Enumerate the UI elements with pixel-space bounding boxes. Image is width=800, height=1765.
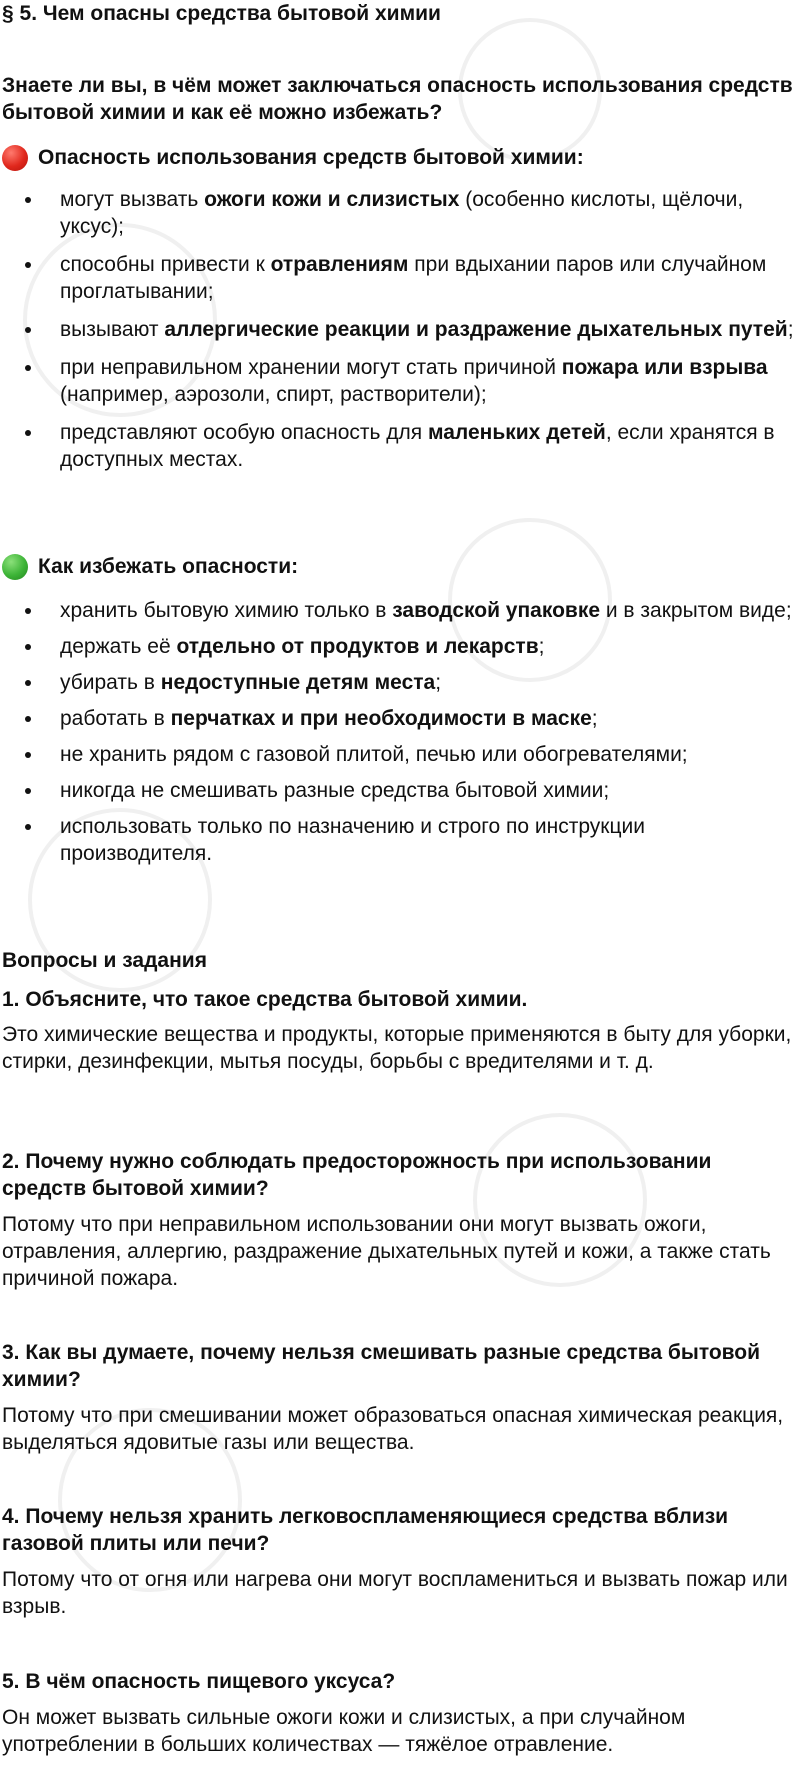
avoid-list	[0, 597, 800, 867]
list-item: могут вызвать ожоги кожи и слизистых (особенно кислоты, щёлочи, уксус);	[0, 186, 800, 240]
list-item: при неправильном хранении могут стать причиной пожара или взрыва (например, аэрозоли, спирт, растворители);	[0, 354, 800, 408]
question-4: 4. Почему нельзя хранить легковоспламеняющиеся средства вблизи газовой плиты или печи?	[2, 1505, 729, 1555]
danger-heading	[2, 144, 584, 172]
question-2: 2. Почему нужно соблюдать предосторожность при использовании средств бытовой химии?	[2, 1150, 712, 1200]
avoid-heading	[2, 553, 298, 581]
question-1: 1. Объясните, что такое средства бытовой химии.	[2, 988, 528, 1011]
list-item: хранить бытовую химию только в заводской упаковке и в закрытом виде;	[0, 597, 800, 624]
answer-4: Потому что от огня или нагрева они могут воспламениться и вызвать пожар или взрыв.	[2, 1568, 788, 1618]
intro-question: Знаете ли вы, в чём может заключаться опасность использования средств бытовой химии и как её можно избежать?	[2, 74, 793, 124]
list-item: не хранить рядом с газовой плитой, печью или обогревателями;	[0, 741, 800, 768]
answer-3: Потому что при смешивании может образоваться опасная химическая реакция, выделяться ядовитые газы или вещества.	[2, 1404, 784, 1454]
list-item: убирать в недоступные детям места;	[0, 669, 800, 696]
question-5: 5. В чём опасность пищевого уксуса?	[2, 1670, 396, 1693]
list-item: работать в перчатках и при необходимости в маске;	[0, 705, 800, 732]
danger-list	[0, 186, 800, 473]
answer-5: Он может вызвать сильные ожоги кожи и слизистых, а при случайном употреблении в больших количествах — тяжёлое отравление.	[2, 1706, 686, 1756]
answer-1: Это химические вещества и продукты, которые применяются в быту для уборки, стирки, дезинфекции, мытья посуды, борьбы с вредителями и т. д.	[2, 1023, 792, 1073]
list-item: никогда не смешивать разные средства бытовой химии;	[0, 777, 800, 804]
question-3: 3. Как вы думаете, почему нельзя смешивать разные средства бытовой химии?	[2, 1341, 761, 1391]
list-item: способны привести к отравлениям при вдыхании паров или случайном проглатывании;	[0, 251, 800, 305]
page-title: § 5. Чем опасны средства бытовой химии	[2, 2, 441, 25]
list-item: использовать только по назначению и строго по инструкции производителя.	[0, 813, 800, 867]
red-circle-icon	[2, 145, 28, 171]
questions-title: Вопросы и задания	[2, 949, 207, 972]
list-item: держать её отдельно от продуктов и лекарств;	[0, 633, 800, 660]
green-circle-icon	[2, 554, 28, 580]
answer-2: Потому что при неправильном использовании они могут вызвать ожоги, отравления, аллергию, раздражение дыхательных путей и кожи, а также стать причиной пожара.	[2, 1213, 771, 1290]
list-item: вызывают аллергические реакции и раздражение дыхательных путей;	[0, 316, 800, 343]
list-item: представляют особую опасность для маленьких детей, если хранятся в доступных местах.	[0, 419, 800, 473]
avoid-heading-text: Как избежать опасности:	[38, 555, 299, 578]
danger-heading-text: Опасность использования средств бытовой химии:	[38, 146, 584, 169]
